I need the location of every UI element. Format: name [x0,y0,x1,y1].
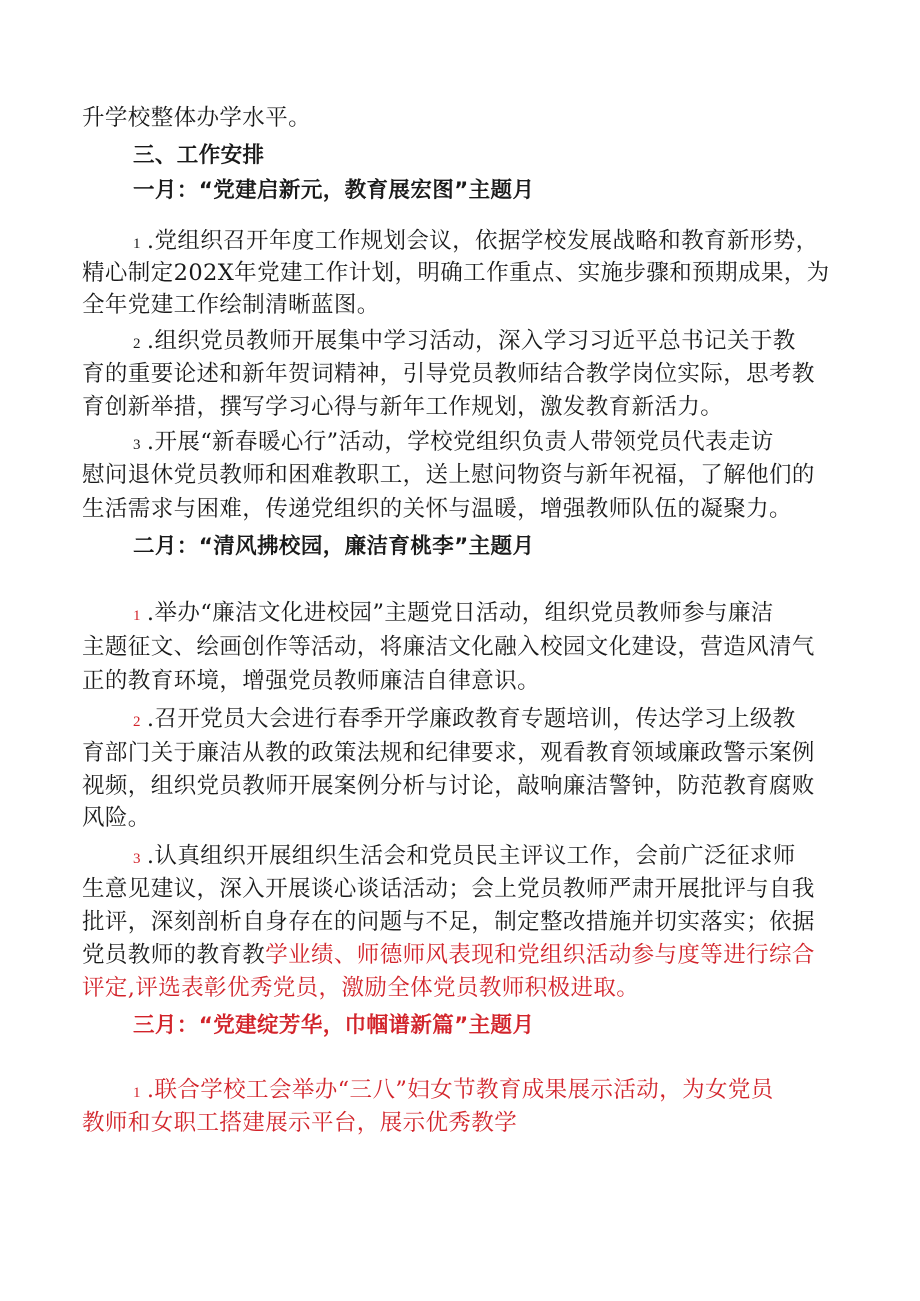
paragraph-line: 精心制定202X年党建工作计划，明确工作重点、实施步骤和预期成果，为 [82,260,830,286]
paragraph-line: 育创新举措，撰写学习心得与新年工作规划，激发教育新活力。 [82,394,724,420]
paragraph-line: 育部门关于廉洁从教的政策法规和纪律要求，观看教育领域廉政警示案例 [82,740,815,766]
paragraph-line: 慰问退休党员教师和困难教职工，送上慰问物资与新年祝福，了解他们的 [82,462,815,488]
paragraph-line: 主题征文、绘画创作等活动，将廉洁文化融入校园文化建设，营造风清气 [82,634,815,660]
paragraph-line: 3 .开展“新春暖心行”活动，学校党组织负责人带领党员代表走访 [133,429,774,455]
paragraph-line: 2 .召开党员大会进行春季开学廉政教育专题培训，传达学习上级教 [133,706,796,732]
paragraph-line: 教师和女职工搭建展示平台，展示优秀教学 [82,1110,518,1136]
highlighted-text: 学业绩、师德师风表现和党组织活动参与度等进行综合 [265,942,815,968]
section-title: 三、工作安排 [133,143,265,168]
paragraph-line: 批评，深刻剖析自身存在的问题与不足，制定整改措施并切实落实；依据 [82,909,815,935]
paragraph-line: 1 .党组织召开年度工作规划会议，依据学校发展战略和教育新形势， [133,228,819,254]
item-number: 3 [133,851,141,867]
item-number: 1 [133,608,141,624]
paragraph-line: 党员教师的教育教学业绩、师德师风表现和党组织活动参与度等进行综合 [82,942,815,968]
intro-line: 升学校整体办学水平。 [82,105,312,131]
month-title-feb: 二月：“清风拂校园，廉洁育桃李”主题月 [133,534,535,559]
paragraph-line: 3 .认真组织开展组织生活会和党员民主评议工作，会前广泛征求师 [133,843,796,869]
item-number: 2 [133,336,141,352]
item-number: 1 [133,1085,141,1101]
month-title-mar: 三月：“党建绽芳华，巾帼谱新篇”主题月 [133,1013,535,1038]
item-number: 3 [133,437,141,453]
paragraph-line: 2 .组织党员教师开展集中学习活动，深入学习习近平总书记关于教 [133,328,796,354]
paragraph-line: 1 .联合学校工会举办“三八”妇女节教育成果展示活动，为女党员 [133,1077,774,1103]
paragraph-line: 视频，组织党员教师开展案例分析与讨论，敲响廉洁警钟，防范教育腐败 [82,773,815,799]
month-title-jan: 一月：“党建启新元，教育展宏图”主题月 [133,178,535,203]
paragraph-line: 评定,评选表彰优秀党员，激励全体党员教师积极进取。 [82,975,640,1001]
paragraph-line: 生意见建议，深入开展谈心谈话活动；会上党员教师严肃开展批评与自我 [82,876,815,902]
item-number: 2 [133,714,141,730]
paragraph-line: 全年党建工作绘制清晰蓝图。 [82,292,380,318]
paragraph-line: 1 .举办“廉洁文化进校园”主题党日活动，组织党员教师参与廉洁 [133,600,774,626]
paragraph-line: 育的重要论述和新年贺词精神，引导党员教师结合教学岗位实际，思考教 [82,361,815,387]
paragraph-line: 风险。 [82,805,151,831]
paragraph-line: 生活需求与困难，传递党组织的关怀与温暖，增强教师队伍的凝聚力。 [82,496,792,522]
item-number: 1 [133,236,141,252]
paragraph-line: 正的教育环境，增强党员教师廉洁自律意识。 [82,668,541,694]
